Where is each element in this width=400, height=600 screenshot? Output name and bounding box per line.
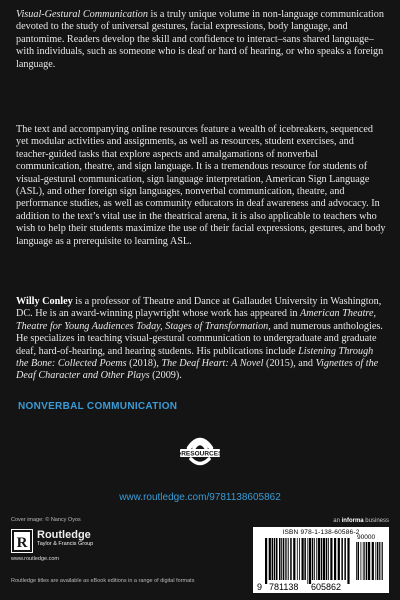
bio-text: is a professor of Theatre and Dance at Gallaudet University in Washington, DC. He is an award-winning playwright whose work has appeared in — [16, 296, 382, 320]
barcode-digits-right: 605862 — [311, 582, 342, 592]
barcode-bar — [338, 538, 340, 580]
barcode-bar — [304, 538, 306, 580]
barcode-bar — [272, 538, 274, 580]
author-bio — [16, 296, 386, 383]
barcode-bar — [379, 542, 380, 580]
barcode-bar — [323, 538, 325, 580]
barcode-bar — [276, 538, 278, 580]
publisher-name: Routledge — [37, 529, 91, 541]
logo-monogram: R — [16, 535, 28, 551]
barcode-bar — [299, 538, 300, 580]
publisher-site[interactable]: www.routledge.com — [11, 556, 59, 562]
barcode-bar — [279, 538, 281, 580]
barcode-bar — [326, 538, 328, 580]
bio-italic-publications: American Theatre, Theatre for Young Audiences Today, Stages of Transformation, — [16, 308, 377, 332]
barcode-bar — [358, 542, 360, 580]
barcode-bar — [302, 538, 304, 580]
ebook-note: Routledge titles are available as eBook editions in a range of digital formats — [11, 578, 195, 584]
barcode-bar — [265, 538, 267, 584]
barcode-digits-left: 781138 — [269, 582, 299, 592]
bio-text: and numerous anthologies. He specializes in teaching visual-gestural communication to undergraduate and graduate deaf, hard-of-hearing, and hearing students. His publications include — [16, 320, 383, 357]
barcode-bar — [318, 538, 320, 580]
barcode-bar — [297, 538, 298, 580]
barcode-bar — [290, 538, 292, 580]
barcode-bar — [381, 542, 382, 580]
barcode-bar — [344, 538, 346, 580]
barcode-bar — [377, 542, 379, 580]
book-url[interactable]: www.routledge.com/9781138605862 — [119, 492, 281, 503]
informa-name: informa — [341, 518, 364, 524]
informa-suffix: business — [363, 518, 389, 524]
barcode-bar — [274, 538, 276, 580]
publisher-group: Taylor & Francis Group — [37, 541, 94, 547]
barcode-bar — [372, 542, 374, 580]
barcode-bar — [361, 542, 362, 580]
barcode-bar — [356, 542, 357, 580]
author-name: Willy Conley — [16, 296, 73, 307]
barcode-bar — [364, 542, 365, 580]
bio-text: (2015), and — [263, 358, 316, 370]
barcode-bar — [366, 542, 368, 580]
barcode-bar — [347, 538, 349, 584]
subject-category: NONVERBAL COMMUNICATION — [18, 401, 178, 412]
bio-text: (2009). — [149, 370, 182, 382]
barcode-panel — [253, 527, 389, 593]
informa-business-tag — [333, 518, 389, 524]
barcode-bar — [283, 538, 285, 580]
isbn-text: ISBN 978-1-138-60586-2 — [282, 529, 360, 536]
barcode-bar — [293, 538, 295, 580]
bio-italic-book-2: The Deaf Heart: A Novel — [161, 358, 264, 370]
barcode-bar — [363, 542, 364, 580]
description-paragraph-1 — [16, 9, 386, 71]
barcode-bar — [368, 542, 370, 580]
barcode-bar — [288, 538, 289, 580]
barcode-bar — [330, 538, 332, 580]
barcode-bar — [382, 542, 383, 580]
publisher-block — [37, 529, 93, 548]
barcode-bar — [341, 538, 343, 580]
barcode-bar — [312, 538, 314, 580]
book-title-italic: Visual-Gestural Communication — [16, 9, 148, 20]
barcode-bar — [285, 538, 286, 580]
barcode-bar — [334, 538, 336, 580]
description-paragraph-2: The text and accompanying online resources feature a wealth of icebreakers, sequenced yet modular activities and assignments, as well as resources, student exercises, and teacher-guided tasks that explore aspects and amalgamations of nonverbal communication, theatre, and sign language. It is a tremendous resource for students of visual-gestural communication, sign language interpretation, American Sign Language (ASL), and other foreign sign languages, nonverbal communication, theatre, and performance studies, as well as community educators in deaf awareness and advocacy. In addition to the text’s vital use in the theatrical arena, it is also applicable to teachers who wish to help their students maximize the use of their facial expressions, gestures, and body language as a prerequisite to learning ASL. — [16, 124, 386, 247]
barcode-bar — [316, 538, 317, 580]
bio-text: (2018), — [126, 358, 162, 370]
informa-prefix: an — [333, 518, 342, 524]
barcode-bar — [321, 538, 323, 580]
barcode-bar — [307, 538, 308, 584]
barcode-bar — [328, 538, 329, 580]
barcode-digit-lead: 9 — [257, 582, 263, 592]
barcode-bar — [281, 538, 282, 580]
routledge-logo-icon — [11, 529, 33, 553]
eresources-logo-icon — [178, 428, 222, 472]
barcode-bar — [269, 538, 271, 580]
barcode-bar — [309, 538, 311, 584]
barcode-addon-digits: 90000 — [357, 534, 376, 541]
bio-italic-book-3: Vignettes of the Deaf Character and Other Plays — [16, 358, 379, 382]
bio-italic-book-1: Listening Through the Bone: Collected Poems — [16, 345, 374, 370]
barcode-icon — [253, 527, 389, 593]
cover-credit: Cover image: © Nancy Oyos — [11, 517, 81, 523]
eresources-label: eRESOURCES — [178, 450, 222, 458]
barcode-bar — [286, 538, 287, 580]
description-p1-text: is a truly unique volume in non-language communication devoted to the study of universal gestures, facial expressions, body language, and pantomime. Readers develop the skill and confidence to interact–sans shared language–with individuals, such as someone who is deaf or hard of hearing, or who speaks a foreign language. — [16, 9, 384, 70]
barcode-bar — [375, 542, 376, 580]
barcode-bar — [314, 538, 315, 580]
